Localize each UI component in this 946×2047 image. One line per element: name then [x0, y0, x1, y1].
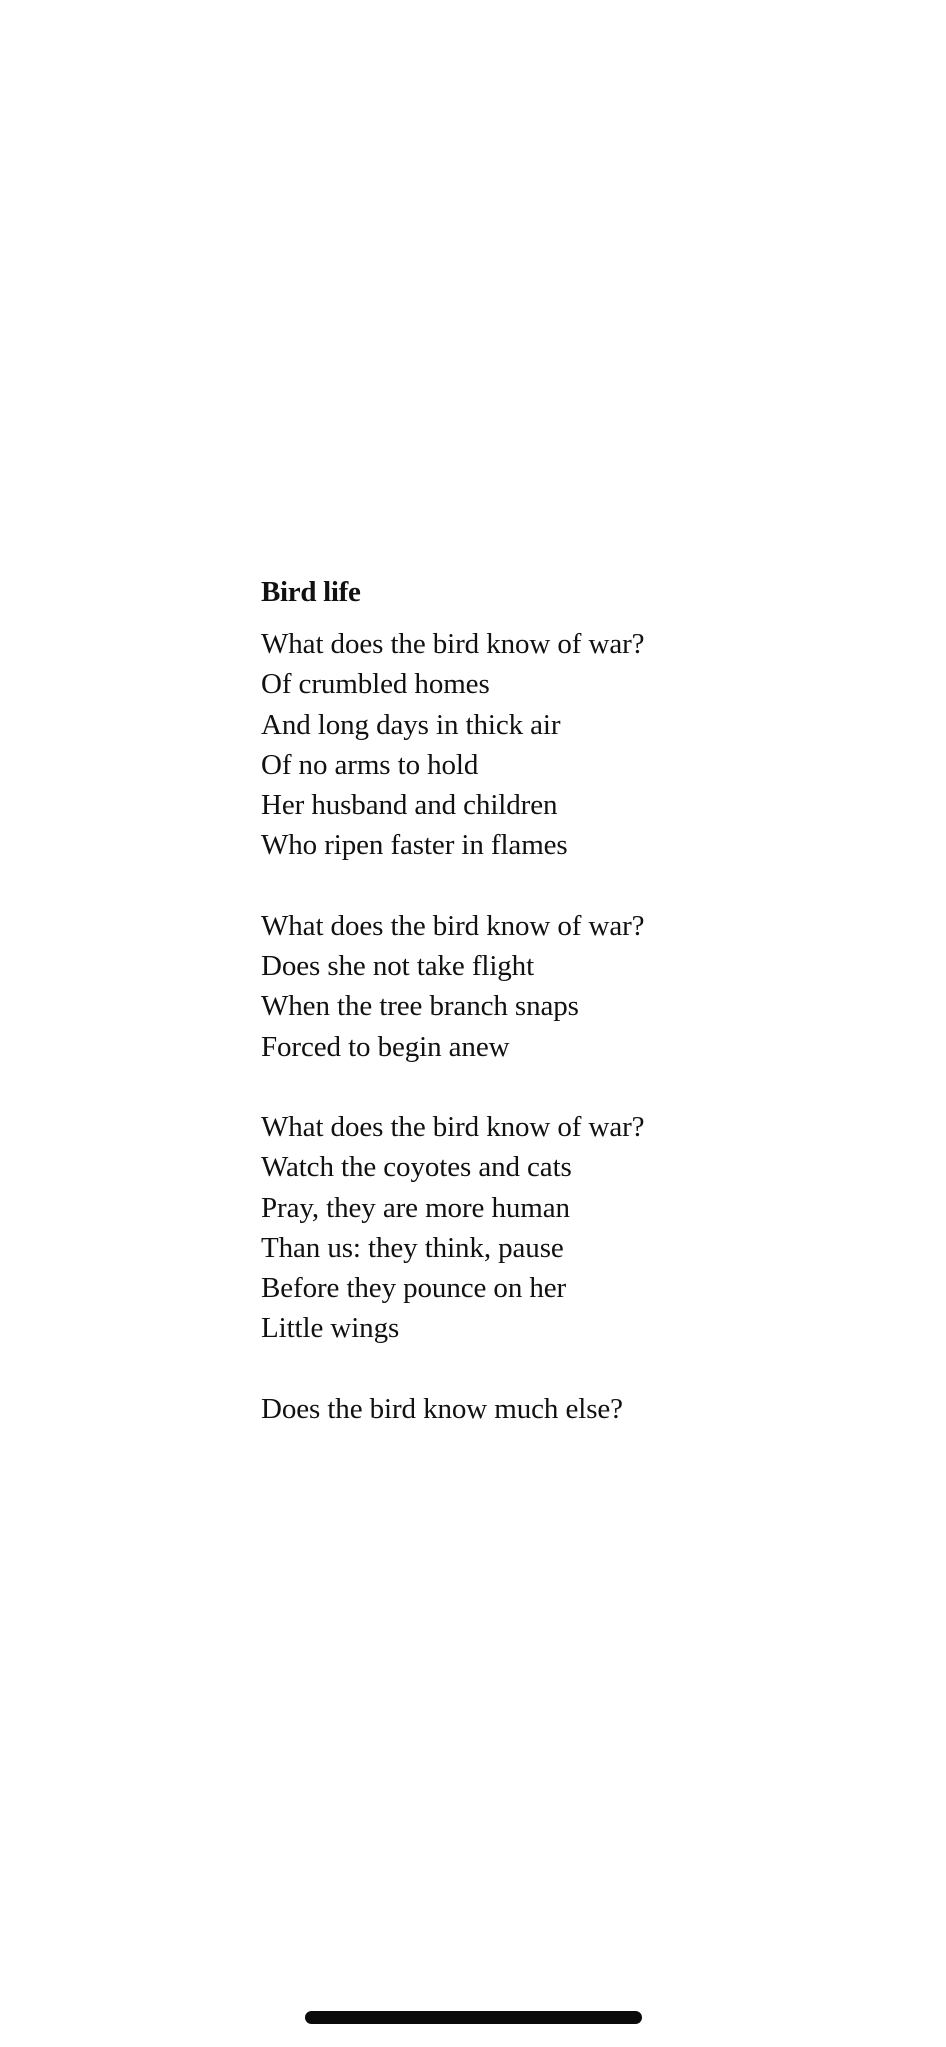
poem-line: Watch the coyotes and cats — [261, 1151, 572, 1184]
poem-line: Than us: they think, pause — [261, 1231, 564, 1264]
poem-container — [261, 572, 881, 1469]
poem-line: Who ripen faster in flames — [261, 829, 568, 862]
poem-line: Forced to begin anew — [261, 1030, 510, 1063]
poem-line: Pray, they are more human — [261, 1191, 570, 1224]
home-indicator[interactable] — [305, 2011, 642, 2024]
poem-line: When the tree branch snaps — [261, 990, 579, 1023]
poem-line: Does the bird know much else? — [261, 1392, 623, 1425]
stanza-1 — [261, 624, 881, 866]
poem-line: What does the bird know of war? — [261, 909, 645, 942]
poem-line: What does the bird know of war? — [261, 628, 645, 660]
stanza-3 — [261, 1107, 881, 1349]
poem-line: Of crumbled homes — [261, 668, 490, 701]
poem-title: Bird life — [261, 576, 361, 608]
stanza-2 — [261, 906, 881, 1067]
stanza-4 — [261, 1389, 881, 1429]
poem-line: Her husband and children — [261, 789, 558, 822]
poem-line: Before they pounce on her — [261, 1272, 567, 1305]
poem-line: Little wings — [261, 1312, 400, 1345]
poem-line: Does she not take flight — [261, 950, 535, 983]
poem-line: Of no arms to hold — [261, 748, 479, 781]
poem-line: What does the bird know of war? — [261, 1110, 645, 1143]
poem-line: And long days in thick air — [261, 708, 561, 741]
